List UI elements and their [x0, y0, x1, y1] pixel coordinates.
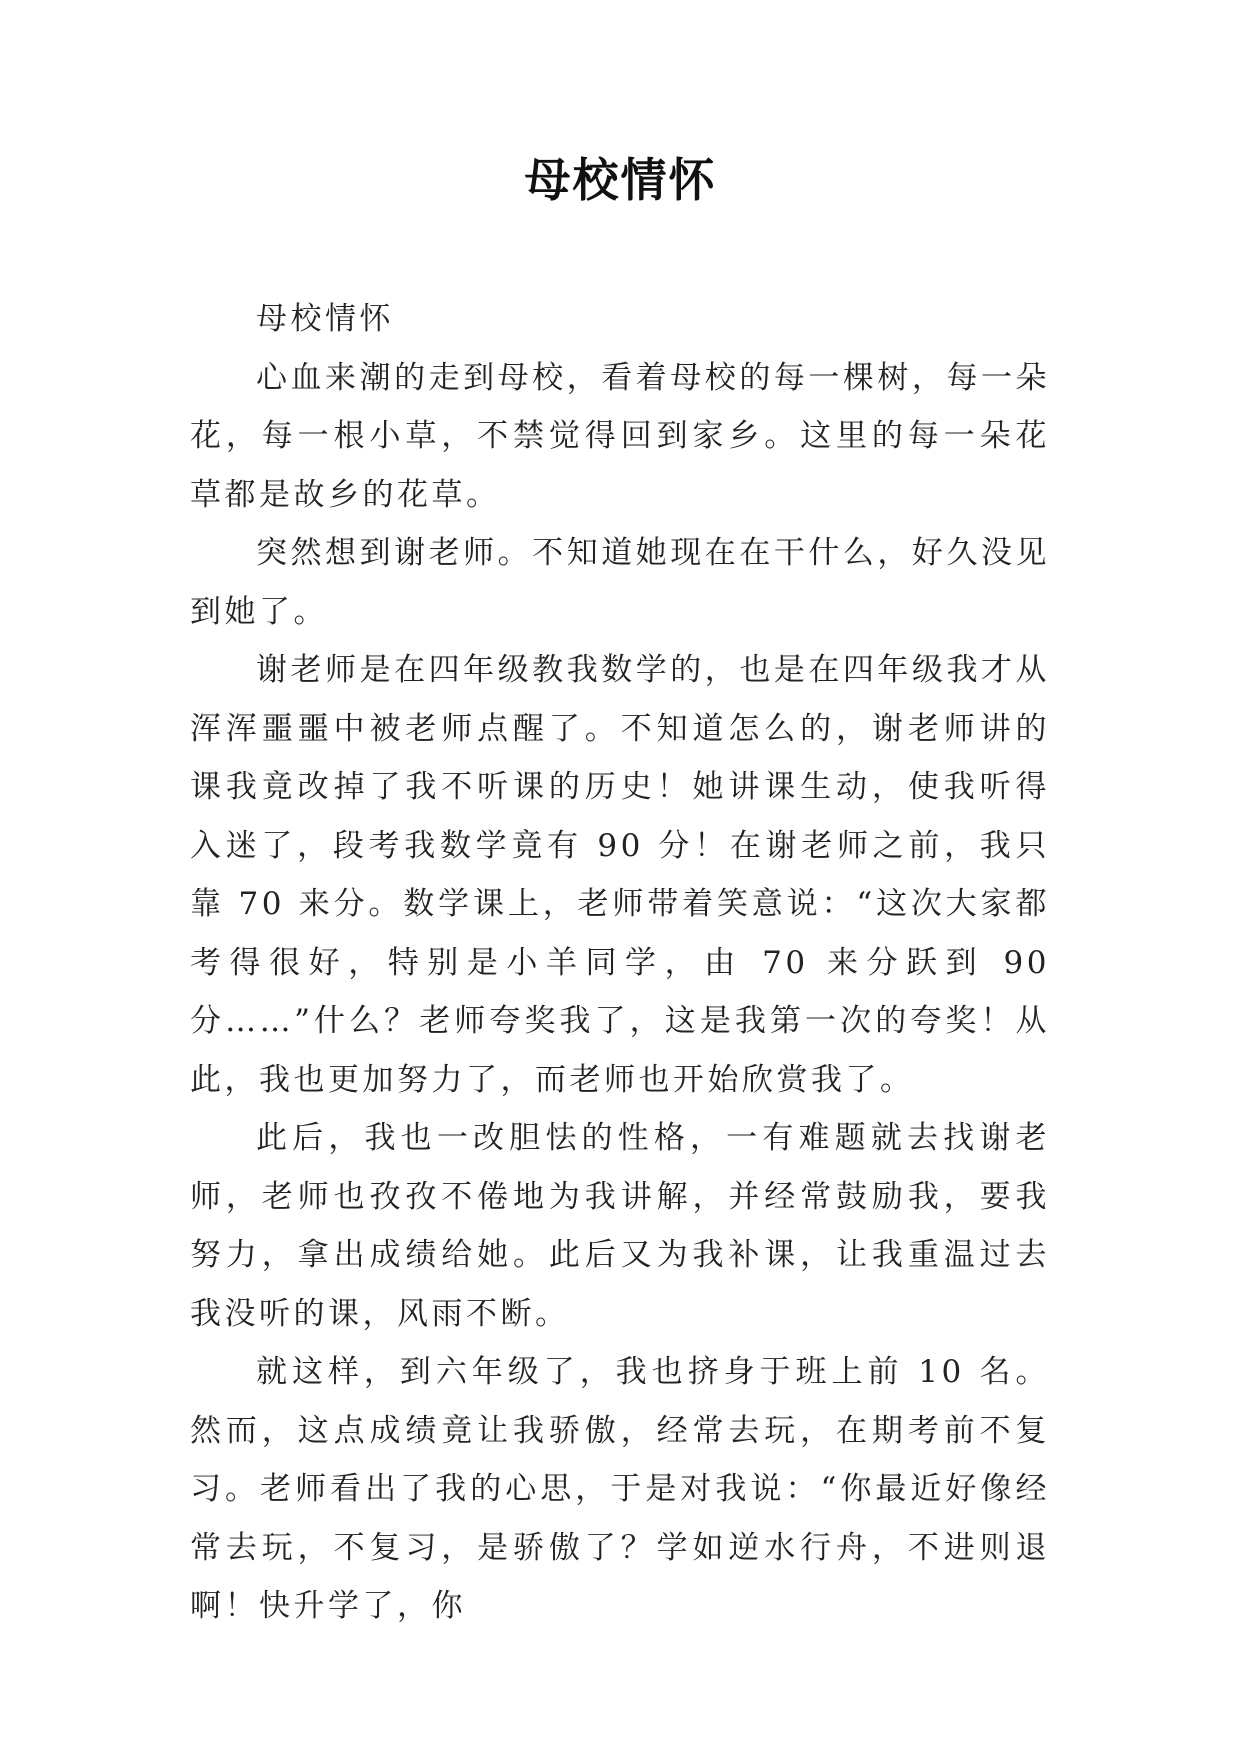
paragraph-subtitle: 母校情怀 [256, 301, 394, 337]
document-title: 母校情怀 [524, 153, 717, 207]
document-body [190, 290, 1050, 1636]
paragraph: 此后，我也一改胆怯的性格，一有难题就去找谢老师，老师也孜孜不倦地为我讲解，并经常鼓励我，要我努力，拿出成绩给她。此后又为我补课，让我重温过去我没听的课，风雨不断。 [190, 1120, 1050, 1332]
paragraph: 就这样，到六年级了，我也挤身于班上前 10 名。然而，这点成绩竟让我骄傲，经常去玩，在期考前不复习。老师看出了我的心思，于是对我说：“你最近好像经常去玩，不复习，是骄傲了？学如逆水行舟，不进则退啊！快升学了，你 [190, 1354, 1050, 1624]
paragraph: 谢老师是在四年级教我数学的，也是在四年级我才从浑浑噩噩中被老师点醒了。不知道怎么的，谢老师讲的课我竟改掉了我不听课的历史！她讲课生动，使我听得入迷了，段考我数学竟有 90 分！在谢老师之前，我只靠 70 来分。数学课上，老师带着笑意说：“这次大家都考得很好，特别是小羊同学，由 70 来分跃到 90 分……”什么？老师夸奖我了，这是我第一次的夸奖！从此，我也更加努力了，而老师也开始欣赏我了。 [190, 652, 1050, 1098]
paragraph: 心血来潮的走到母校，看着母校的每一棵树，每一朵花，每一根小草，不禁觉得回到家乡。这里的每一朵花草都是故乡的花草。 [190, 359, 1050, 513]
paragraph: 突然想到谢老师。不知道她现在在干什么，好久没见到她了。 [190, 535, 1050, 630]
